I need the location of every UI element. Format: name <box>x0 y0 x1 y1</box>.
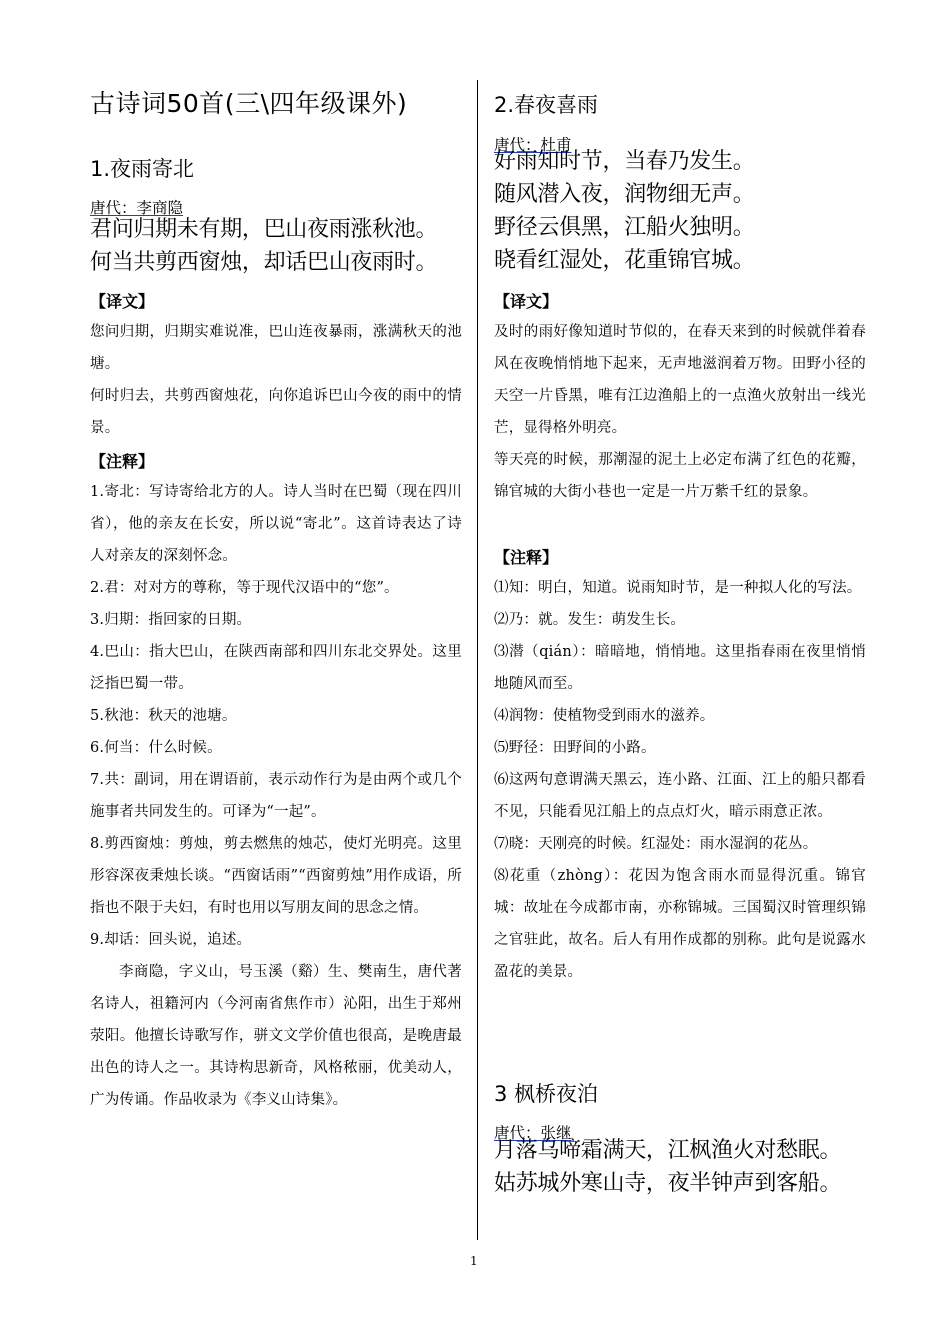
note-item: ⑶潜（qián）：暗暗地，悄悄地。这里指春雨在夜里悄悄地随风而至。 <box>494 644 866 692</box>
translation-paragraph: 何时归去，共剪西窗烛花，向你追诉巴山今夜的雨中的情景。 <box>90 388 462 436</box>
column-divider <box>477 80 478 1240</box>
poem-line: 姑苏城外寒山寺，夜半钟声到客船。 <box>494 1171 842 1196</box>
poem-line: 随风潜入夜，润物细无声。 <box>494 182 755 207</box>
notes-heading-2: 【注释】 <box>494 548 559 567</box>
poem-line: 好雨知时节，当春乃发生。 <box>494 149 755 174</box>
author-prefix: 唐代： <box>494 1124 541 1142</box>
poem-line: 晓看红湿处，花重锦官城。 <box>494 248 755 273</box>
note-item: 1.寄北：写诗寄给北方的人。诗人当时在巴蜀（现在四川省），他的亲友在长安，所以说“寄北”。这首诗表达了诗人对亲友的深刻怀念。 <box>90 484 462 564</box>
note-item: 2.君：对对方的尊称，等于现代汉语中的“您”。 <box>90 580 399 596</box>
author-prefix: 唐代： <box>90 199 137 217</box>
poem-3 <box>494 1134 841 1200</box>
notes-1 <box>90 476 462 1116</box>
poem-line: 何当共剪西窗烛，却话巴山夜雨时。 <box>90 250 438 275</box>
notes-heading-1: 【注释】 <box>90 452 155 471</box>
author-link[interactable]: 杜甫 <box>540 136 572 154</box>
section-title-2: 2.春夜喜雨 <box>494 93 599 117</box>
author-link[interactable]: 李商隐 <box>136 199 184 217</box>
note-item: ⑴知：明白，知道。说雨知时节，是一种拟人化的写法。 <box>494 580 862 596</box>
poem-2 <box>494 145 754 277</box>
section-title-3: 3 枫桥夜泊 <box>494 1082 599 1106</box>
document-title: 古诗词50首(三\四年级课外) <box>90 89 408 118</box>
translation-paragraph: 等天亮的时候，那潮湿的泥土上必定布满了红色的花瓣，锦官城的大街小巷也一定是一片万紫千红的景象。 <box>494 452 866 500</box>
notes-2 <box>494 572 866 988</box>
note-item: ⑸野径：田野间的小路。 <box>494 740 656 756</box>
note-item: 4.巴山：指大巴山，在陕西南部和四川东北交界处。这里泛指巴蜀一带。 <box>90 644 462 692</box>
translation-heading-1: 【译文】 <box>90 292 155 311</box>
note-item: 9.却话：回头说，追述。 <box>90 932 252 948</box>
translation-paragraph: 您问归期，归期实难说准，巴山连夜暴雨，涨满秋天的池塘。 <box>90 324 462 372</box>
author-prefix: 唐代： <box>494 136 541 154</box>
author-link[interactable]: 张继 <box>540 1124 572 1142</box>
note-item: ⑻花重（zhòng）：花因为饱含雨水而显得沉重。锦官城：故址在今成都市南，亦称锦城。三国蜀汉时管理织锦之官驻此，故名。后人有用作成都的别称。此句是说露水盈花的美景。 <box>494 868 866 980</box>
note-item: 3.归期：指回家的日期。 <box>90 612 252 628</box>
note-item: ⑹这两句意谓满天黑云，连小路、江面、江上的船只都看不见，只能看见江船上的点点灯火，暗示雨意正浓。 <box>494 772 866 820</box>
poem-1 <box>90 213 437 279</box>
translation-paragraph: 及时的雨好像知道时节似的，在春天来到的时候就伴着春风在夜晚悄悄地下起来，无声地滋润着万物。田野小径的天空一片昏黑，唯有江边渔船上的一点渔火放射出一线光芒，显得格外明亮。 <box>494 324 866 436</box>
note-item: ⑷润物：使植物受到雨水的滋养。 <box>494 708 715 724</box>
poem-line: 野径云俱黑，江船火独明。 <box>494 215 755 240</box>
poem-line: 君问归期未有期，巴山夜雨涨秋池。 <box>90 217 438 242</box>
note-item: ⑵乃：就。发生：萌发生长。 <box>494 612 686 628</box>
page-number: 1 <box>470 1254 478 1268</box>
translation-heading-2: 【译文】 <box>494 292 559 311</box>
translation-1 <box>90 316 462 444</box>
poem-line: 月落乌啼霜满天，江枫渔火对愁眠。 <box>494 1138 842 1163</box>
note-item: 7.共：副词，用在谓语前，表示动作行为是由两个或几个施事者共同发生的。可译为“一起”。 <box>90 772 462 820</box>
note-item: 8.剪西窗烛：剪烛，剪去燃焦的烛芯，使灯光明亮。这里形容深夜秉烛长谈。“西窗话雨”“西窗剪烛”用作成语，所指也不限于夫妇，有时也用以写朋友间的思念之情。 <box>90 836 462 916</box>
note-item: ⑺晓：天刚亮的时候。红湿处：雨水湿润的花丛。 <box>494 836 818 852</box>
author-bio: 李商隐，字义山，号玉溪（谿）生、樊南生，唐代著名诗人，祖籍河内（今河南省焦作市）沁阳，出生于郑州荥阳。他擅长诗歌写作，骈文文学价值也很高，是晚唐最出色的诗人之一。其诗构思新奇，风格秾丽，优美动人，广为传诵。作品收录为《李义山诗集》。 <box>90 964 462 1108</box>
note-item: 5.秋池：秋天的池塘。 <box>90 708 237 724</box>
translation-2 <box>494 316 866 508</box>
note-item: 6.何当：什么时候。 <box>90 740 222 756</box>
section-title-1: 1.夜雨寄北 <box>90 157 195 181</box>
